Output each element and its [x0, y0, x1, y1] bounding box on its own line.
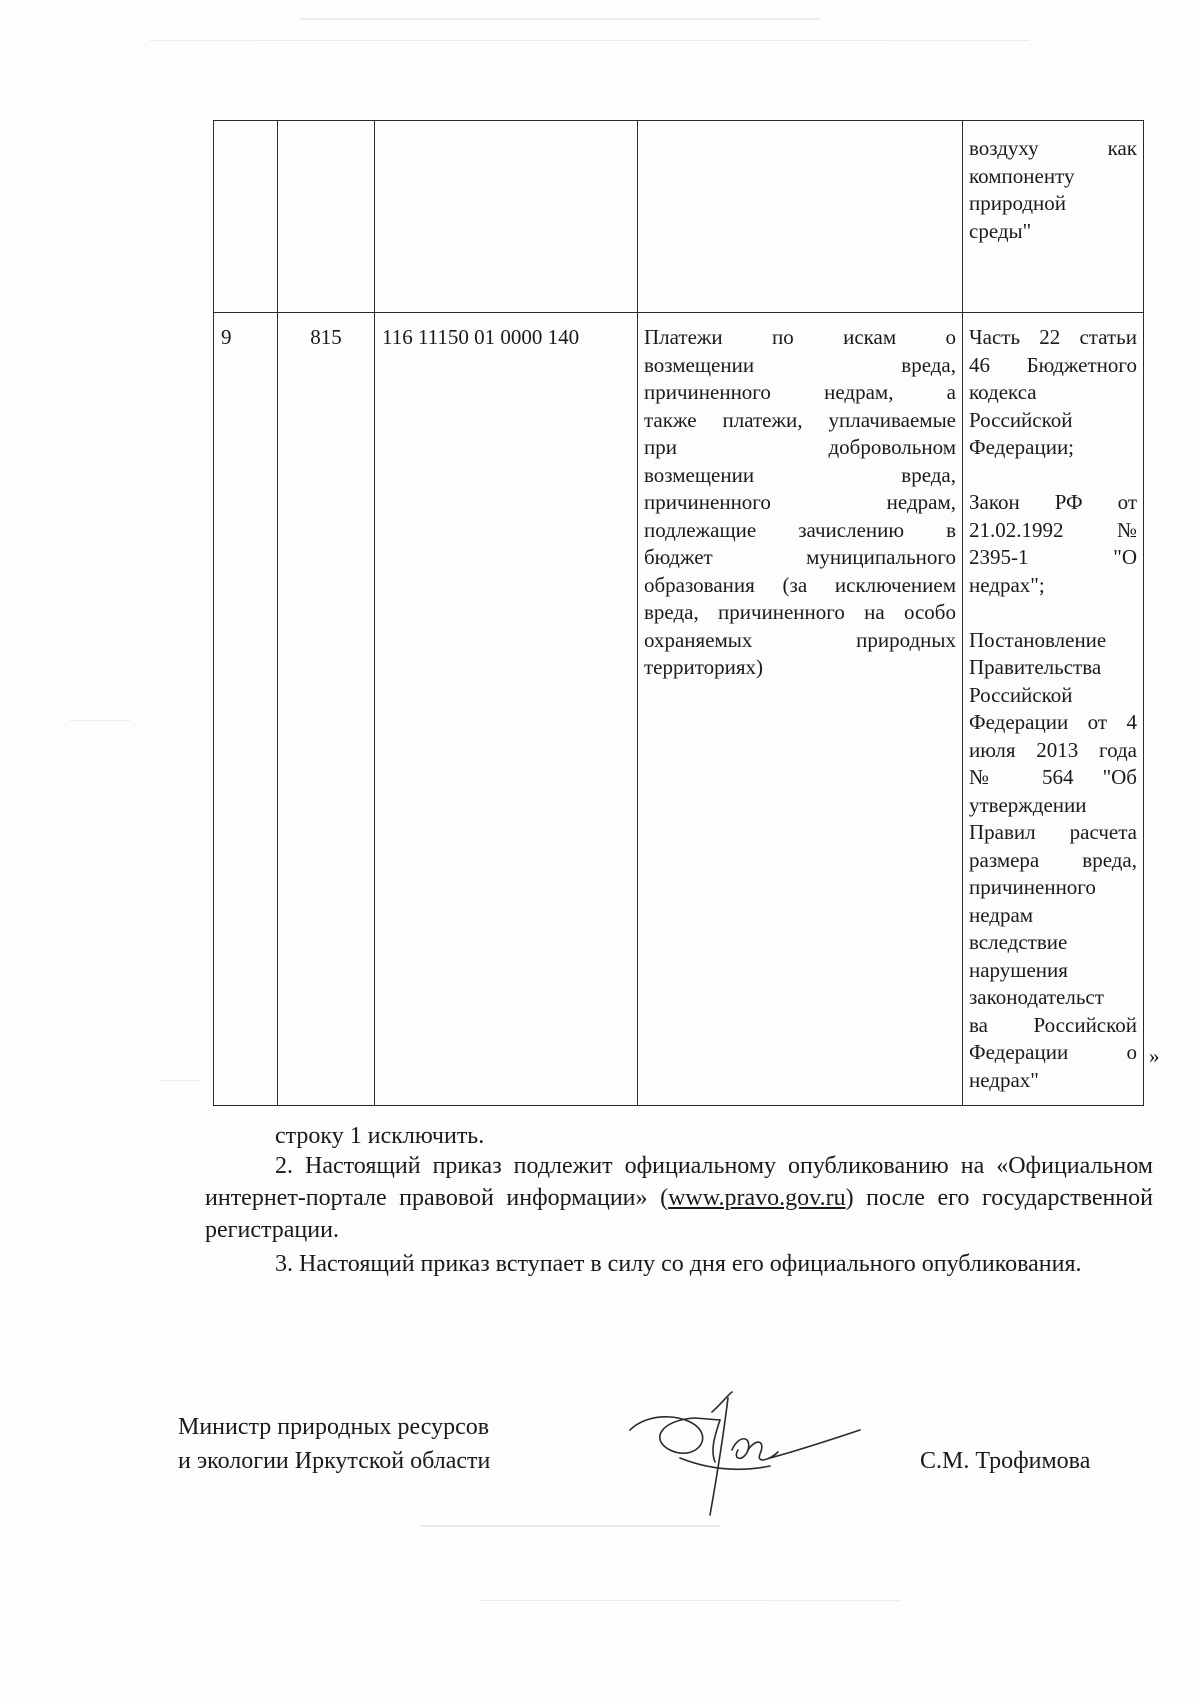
signer-name: С.М. Трофимова [920, 1448, 1091, 1474]
basis-line: природной [969, 191, 1067, 215]
signer-title-line-2: и экологии Иркутской области [178, 1448, 491, 1474]
closing-quote: » [1149, 1044, 1160, 1068]
pravo-portal-link[interactable]: www.pravo.gov.ru [668, 1185, 846, 1211]
description-text [638, 313, 962, 686]
basis-law-subsoil [969, 489, 1137, 599]
budget-codes-table [213, 120, 1144, 1106]
basis-line: 46 Бюджетного [969, 352, 1137, 377]
signer-title-line-1: Министр природных ресурсов [178, 1414, 490, 1440]
description-line: Платежи по искам о [644, 325, 956, 349]
description-line: возмещении вреда, [644, 352, 956, 377]
basis-line: ва Российской [969, 1012, 1137, 1037]
kbk-code: 116 11150 01 0000 140 [382, 325, 580, 349]
table-cell-number [214, 313, 278, 1106]
exclude-row-line: строку 1 исключить. [275, 1123, 485, 1149]
basis-line: июля 2013 года [969, 737, 1137, 762]
description-line: также платежи, уплачиваемые [644, 407, 956, 432]
table-cell-description [638, 313, 963, 1106]
basis-line: 21.02.1992 № [969, 517, 1137, 542]
basis-line: воздуху как [969, 136, 1137, 160]
description-line: бюджет муниципального [644, 545, 956, 569]
description-line: территориях) [644, 655, 764, 679]
paragraph-3-text: 3. Настоящий приказ вступает в силу со дня его официального опубликования. [275, 1251, 1082, 1277]
basis-line: вследствие [969, 930, 1068, 954]
description-line: причиненного недрам, [644, 490, 956, 514]
signer-title [178, 1410, 490, 1478]
row-number: 9 [221, 325, 232, 349]
basis-line: утверждении [969, 792, 1087, 817]
description-line: при добровольном [644, 435, 956, 459]
table-cell-basis [963, 313, 1144, 1106]
table-cell-kbk-code [375, 313, 638, 1106]
basis-text [963, 121, 1143, 249]
description-line: возмещении вреда, [644, 462, 956, 487]
table-cell-admin-code [278, 313, 375, 1106]
basis-line: среды" [969, 218, 1032, 243]
basis-line: 2395-1 "О [969, 545, 1137, 569]
basis-line: нарушения [969, 957, 1068, 982]
description-line: подлежащие зачислению в [644, 517, 956, 542]
basis-line: Федерации от 4 [969, 710, 1137, 734]
paragraph-2-tail: ) после его государственной регистрации. [205, 1185, 1153, 1243]
table-cell-description [638, 121, 963, 313]
basis-line: Правительства [969, 655, 1102, 679]
basis-line: Правил расчета [969, 820, 1137, 844]
table-cell-admin-code [278, 121, 375, 313]
basis-line: компоненту [969, 163, 1075, 188]
basis-line: размера вреда, [969, 847, 1137, 872]
admin-code: 815 [310, 325, 342, 349]
table-row [214, 121, 1144, 313]
handwritten-signature [620, 1390, 870, 1520]
basis-budget-code [969, 324, 1137, 462]
basis-line: причиненного [969, 875, 1096, 899]
basis-line: недрах"; [969, 572, 1045, 597]
table-row [214, 313, 1144, 1106]
basis-government-resolution [969, 627, 1137, 1095]
basis-line: законодательст [969, 985, 1104, 1009]
table-cell-kbk-code [375, 121, 638, 313]
paragraph-3 [205, 1248, 1153, 1280]
basis-line: Федерации о [969, 1040, 1137, 1064]
basis-line: Федерации; [969, 435, 1075, 459]
table-cell-basis [963, 121, 1144, 313]
basis-line: Российской [969, 407, 1073, 432]
basis-line: Часть 22 статьи [969, 325, 1137, 349]
paragraph-2-text: 2. Настоящий приказ подлежит официальному опубликованию на «Официальном интернет-портале правовой информации» ( [205, 1153, 1153, 1211]
table-cell-number [214, 121, 278, 313]
basis-line: № 564 "Об [969, 765, 1137, 789]
paragraph-2 [205, 1150, 1153, 1246]
basis-line: недрам [969, 902, 1034, 927]
basis-line: кодекса [969, 380, 1037, 404]
basis-line: Российской [969, 682, 1073, 707]
description-line: причиненного недрам, а [644, 380, 956, 404]
description-line: образования (за исключением [644, 572, 956, 597]
basis-line: недрах" [969, 1067, 1039, 1092]
description-line: вреда, причиненного на особо [644, 600, 956, 624]
basis-text [963, 313, 1143, 1098]
basis-line: Постановление [969, 627, 1107, 652]
description-line: охраняемых природных [644, 627, 956, 652]
basis-line: Закон РФ от [969, 490, 1137, 514]
